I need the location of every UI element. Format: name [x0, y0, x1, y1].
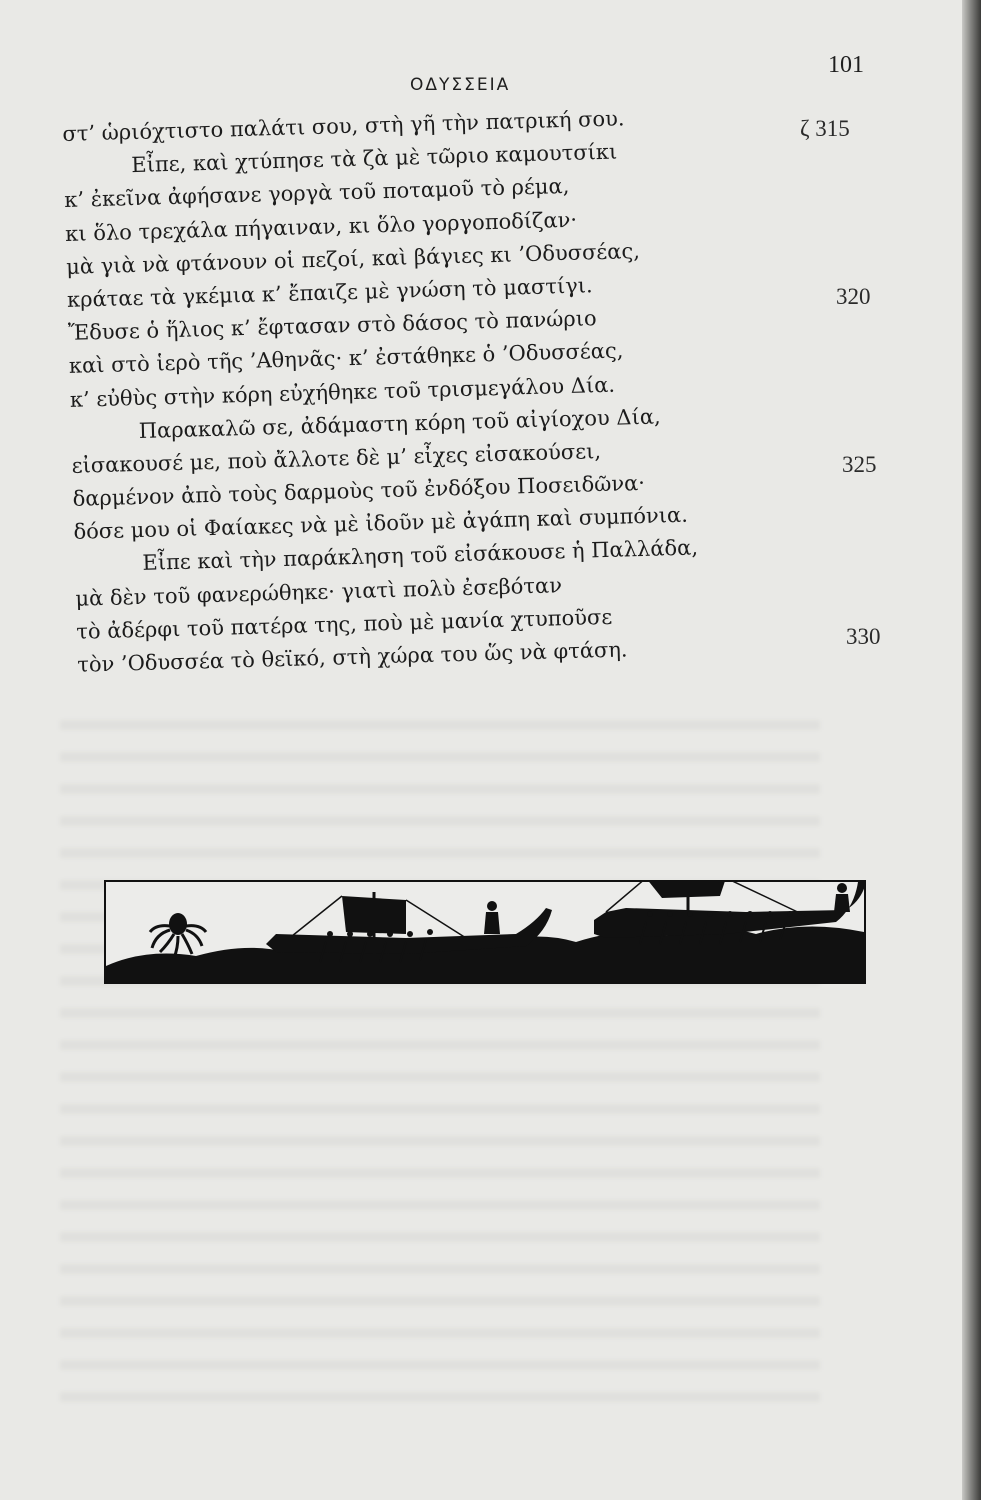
left-ship-hull: [266, 908, 552, 954]
sea-waves: [106, 926, 864, 982]
running-header: ΟΔΥΣΣΕΙΑ: [410, 75, 511, 95]
ship-frieze-illustration: [104, 880, 866, 984]
left-ship-steersman-icon: [484, 901, 500, 934]
verse-line: κράταε τὰ γκέμια κ’ ἔπαιζε μὲ γνώση τὸ μαστίγι.: [66, 273, 593, 312]
verse-line: δαρμένον ἀπὸ τοὺς δαρμοὺς τοῦ ἐνδόξου Ποσειδῶνα·: [72, 470, 646, 511]
verse-line: κ’ ἐκεῖνα ἀφήσανε γοργὰ τοῦ ποταμοῦ τὸ ρέμα,: [63, 174, 570, 213]
verse-line: τὸ ἀδέρφι τοῦ πατέρα της, ποὺ μὲ μανία χτυποῦσε: [76, 604, 613, 644]
verse-block: [62, 97, 837, 682]
verse-line: μὰ δὲν τοῦ φανερώθηκε· γιατὶ πολὺ ἐσεβόταν: [75, 572, 563, 611]
verse-line: καὶ στὸ ἱερὸ τῆς ’Αθηνᾶς· κ’ ἐστάθηκε ὁ ’Οδυσσέας,: [68, 338, 624, 379]
ship-frieze-svg: [106, 882, 864, 982]
line-marker-325: 325: [842, 452, 877, 477]
bleed-through-text: [60, 700, 820, 1420]
right-ship-sail: [646, 882, 726, 898]
line-marker-330: 330: [846, 624, 881, 649]
page-number: 101: [828, 52, 864, 78]
page-edge-shadow: [962, 0, 981, 1500]
verse-line: Εἶπε καὶ τὴν παράκληση τοῦ εἰσάκουσε ἡ Παλλάδα,: [142, 535, 699, 576]
line-marker-315: ζ 315: [800, 116, 850, 141]
verse-line: εἰσακουσέ με, ποὺ ἄλλοτε δὲ μ’ εἶχες εἰσακούσει,: [71, 438, 602, 478]
verse-line: Παρακαλῶ σε, ἀδάμαστη κόρη τοῦ αἰγίοχου Δία,: [138, 404, 661, 443]
verse-line: Ἔδυσε ὁ ἥλιος κ’ ἔφτασαν στὸ δάσος τὸ πανώριο: [67, 306, 597, 346]
octopus-icon: [150, 913, 206, 958]
verse-line: στ’ ὡριόχτιστο παλάτι σου, στὴ γῆ τὴν πατρική σου.: [62, 106, 625, 146]
verse-line: μὰ γιὰ νὰ φτάνουν οἱ πεζοί, καὶ βάγιες κι ’Οδυσσέας,: [65, 238, 641, 279]
verse-line: κ’ εὐθὺς στὴν κόρη εὐχήθηκε τοῦ τρισμεγάλου Δία.: [69, 372, 616, 412]
verse-line: δόσε μου οἱ Φαίακες νὰ μὲ ἰδοῦν μὲ ἀγάπη καὶ συμπόνια.: [73, 502, 689, 545]
right-ship-steersman-icon: [834, 883, 850, 912]
verse-line: Εἶπε, καὶ χτύπησε τὰ ζὰ μὲ τῶριο καμουτσίκι: [131, 139, 618, 178]
line-marker-320: 320: [836, 284, 871, 309]
verse-line: τὸν ’Οδυσσέα τὸ θεϊκό, στὴ χώρα του ὥς νὰ φτάση.: [76, 637, 628, 677]
verse-line: κι ὅλο τρεχάλα πήγαιναν, κι ὅλο γοργοποδίζαν·: [64, 207, 578, 246]
